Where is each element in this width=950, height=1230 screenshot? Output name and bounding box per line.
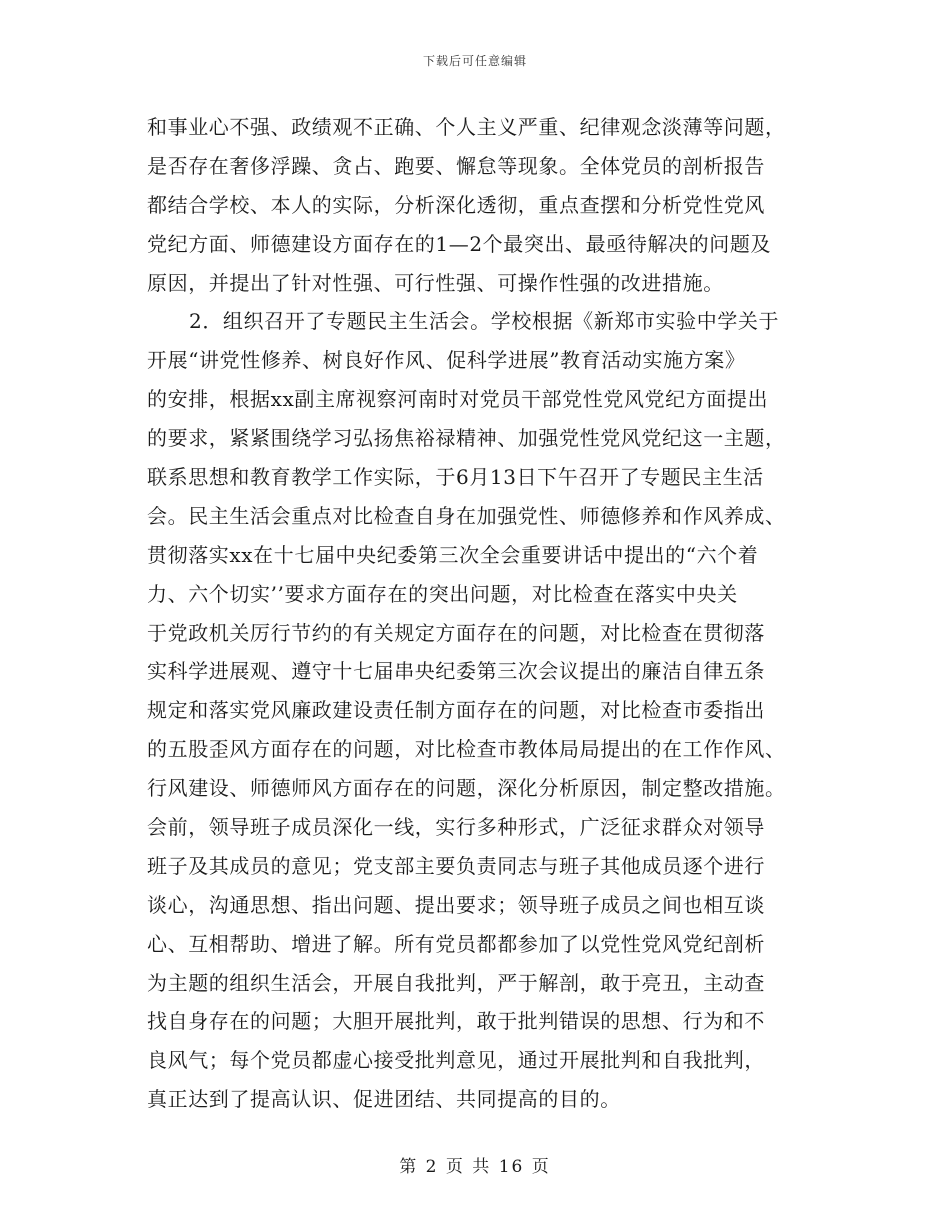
text-line: 会前，领导班子成员深化一线，实行多种形式，广泛征求群众对领导 — [147, 815, 765, 840]
text-line: 行风建设、师德师风方面存在的问题，深化分析原因，制定整改措施。 — [147, 776, 786, 801]
text-line: 力、六个切实’’要求方面存在的突出问题，对比检查在落实中央关 — [147, 581, 738, 606]
text-line: 贯彻落实xx在十七届中央纪委第三次全会重要讲话中提出的“六个着 — [147, 542, 759, 567]
text-line: 联系思想和教育教学工作实际，于6月13日下午召开了专题民主生活 — [147, 465, 764, 490]
text-line: 谈心，沟通思想、指出问题、提出要求；领导班子成员之间也相互谈 — [147, 892, 765, 917]
text-line: 实科学进展观、遵守十七届串央纪委第三次会议提出的廉洁自律五条 — [147, 659, 765, 684]
text-line: 于党政机关厉行节约的有关规定方面存在的问题，对比检查在贯彻落 — [147, 620, 765, 645]
text-line: 是否存在奢侈浮躁、贪占、跑要、懈怠等现象。全体党员的剖析报告 — [147, 153, 765, 178]
text-line: 规定和落实党风廉政建设责任制方面存在的问题，对比检查市委指出 — [147, 698, 765, 723]
text-line: 会。民主生活会重点对比检查自身在加强党性、师德修养和作风养成、 — [147, 503, 786, 528]
text-line: 的要求，紧紧围绕学习弘扬焦裕禄精神、加强党性党风党纪这一主题， — [147, 426, 786, 451]
text-line: 党纪方面、师德建设方面存在的1—2个最突出、最亟待解决的问题及 — [147, 231, 772, 256]
text-line: 心、互相帮助、增进了解。所有党员都都参加了以党性党风党纪剖析 — [147, 931, 765, 956]
text-line: 真正达到了提高认识、促进团结、共同提高的目的。 — [147, 1087, 621, 1112]
text-line: 和事业心不强、政绩观不正确、个人主义严重、纪律观念淡薄等问题， — [147, 115, 786, 139]
text-line: 的安排，根据xx副主席视察河南时对党员干部党性党风党纪方面提出 — [147, 387, 769, 412]
page-header-note: 下载后可任意编辑 — [422, 54, 527, 68]
page-number-footer: 第 2 页 共 16 页 — [399, 1157, 551, 1177]
text-line: 良风气；每个党员都虚心接受批判意见，通过开展批判和自我批判， — [147, 1048, 765, 1073]
text-line: 原因，并提出了针对性强、可行性强、可操作性强的改进措施。 — [147, 270, 724, 295]
text-line: 为主题的组织生活会，开展自我批判，严于解剖，敢于亮丑，主动查 — [147, 970, 765, 995]
text-line: 找自身存在的问题；大胆开展批判，敢于批判错误的思想、行为和不 — [147, 1009, 765, 1034]
document-body — [147, 108, 809, 1119]
text-line: 班子及其成员的意见；党支部主要负责同志与班子其他成员逐个进行 — [147, 853, 765, 878]
text-line: 都结合学校、本人的实际，分析深化透彻，重点查摆和分析党性党风 — [147, 192, 765, 217]
text-line: 的五股歪风方面存在的问题，对比检查市教体局局提出的在工作作风、 — [147, 737, 786, 762]
text-line: 开展“讲党性修养、树良好作风、促科学进展”教育活动实施方案》 — [147, 348, 746, 373]
paragraph-start-line: 2．组织召开了专题民主生活会。学校根据《新郑市实验中学关于 — [189, 309, 780, 334]
